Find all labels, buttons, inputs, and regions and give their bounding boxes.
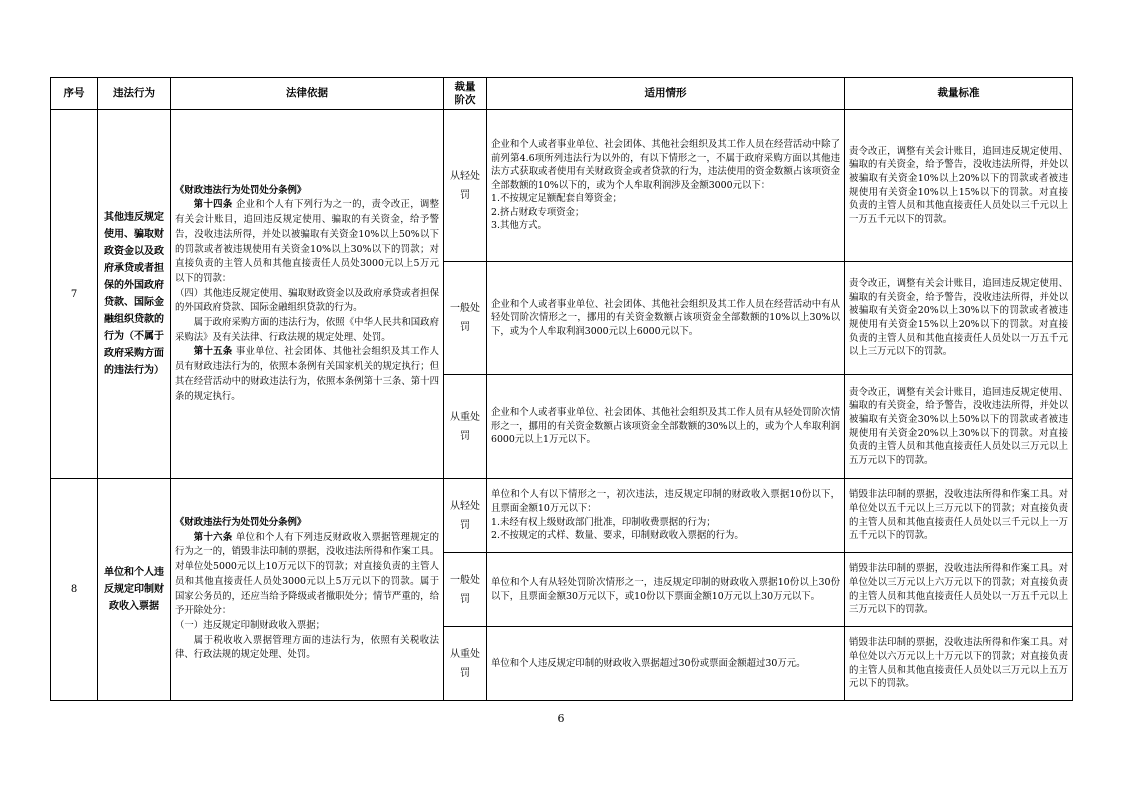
law-paragraph: 企业和个人有下列行为之一的，责令改正，调整有关会计账目，追回违反规定使用、骗取的有关资金，给予警告，没收违法所得，并处以被骗取有关资金10%以上50%以下的罚款或者被违规使用有关资金10%以上30%以下的罚款；对直接负责的主管人员和其他直接责任人员处3000元以上5万元以下的罚款：: [175, 199, 439, 284]
row-number: 7: [51, 110, 98, 479]
level-normal: 一般处罚: [444, 262, 487, 375]
row-number: 8: [51, 479, 98, 701]
legal-basis: [171, 479, 444, 701]
situation-item: 1.不按规定足额配套自筹资金；: [491, 193, 622, 205]
header-no: 序号: [51, 78, 98, 110]
law-article: 第十五条: [193, 346, 233, 358]
situation-heavy: 单位和个人违反规定印制的财政收入票据超过30份或票面金额超过30万元。: [487, 627, 845, 701]
law-title: 《财政违法行为处罚处分条例》: [175, 516, 307, 528]
law-title: 《财政违法行为处罚处分条例》: [175, 184, 307, 196]
law-paragraph: （一）违反规定印制财政收入票据；: [175, 619, 326, 631]
law-paragraph: （四）其他违反规定使用、骗取财政资金以及政府承贷或者担保的外国政府贷款、国际金融组织贷款的行为。: [175, 287, 439, 314]
law-paragraph: 属于政府采购方面的违法行为，依照《中华人民共和国政府采购法》及有关法律、行政法规的规定处理、处罚。: [175, 317, 439, 343]
violation-act: 其他违反规定使用、骗取财政资金以及政府承贷或者担保的外国政府贷款、国际金融组织贷款的行为（不属于政府采购方面的违法行为）: [98, 110, 171, 479]
standard-light: 销毁非法印制的票据，没收违法所得和作案工具。对单位处以五千元以上三万元以下的罚款；对直接负责的主管人员和其他直接责任人员处以三千元以上一万五千元以下的罚款。: [845, 479, 1073, 553]
header-situation: 适用情形: [487, 78, 845, 110]
law-paragraph: 单位和个人有下列违反财政收入票据管理规定的行为之一的，销毁非法印制的票据，没收违法所得和作案工具。对单位处5000元以上10万元以下的罚款；对直接负责的主管人员和其他直接责任人员处3000元以上5万元以下的罚款。属于国家公务员的，还应当给予降级或者撤职处分；情节严重的，给予开除处分：: [175, 531, 439, 617]
standard-heavy: 责令改正，调整有关会计账目，追回违反规定使用、骗取的有关资金，给予警告，没收违法所得，并处以被骗取有关资金30%以上50%以下的罚款或者被违规使用有关资金20%以上30%以下的罚款。对直接负责的主管人员和其他直接责任人员处以三万元以上五万元以下的罚款。: [845, 375, 1073, 479]
situation-text: 企业和个人或者事业单位、社会团体、其他社会组织及其工作人员在经营活动中除了前列第4.6项所列违法行为以外的，有以下情形之一，不属于政府采购方面以其他违法方式获取或者使用有关财政资金或者贷款的行为，违法使用的资金数额占该项资金全部数额的10%以下的，或为个人牟取利润涉及金额3000元以下：: [491, 138, 840, 191]
law-paragraph: 属于税收收入票据管理方面的违法行为，依照有关税收法律、行政法规的规定处理、处罚。: [175, 634, 439, 661]
level-light: 从轻处罚: [444, 479, 487, 553]
header-level: 裁量阶次: [444, 78, 487, 110]
law-article: 第十四条: [193, 199, 233, 211]
level-light: 从轻处罚: [444, 110, 487, 262]
table-row: [51, 479, 1073, 553]
table-header-row: [51, 78, 1073, 110]
situation-light: [487, 479, 845, 553]
situation-light: [487, 110, 845, 262]
page-number: 6: [557, 712, 565, 725]
situation-item: 2.挤占财政专项资金；: [491, 206, 585, 218]
table-row: [51, 110, 1073, 262]
situation-normal: 企业和个人或者事业单位、社会团体、其他社会组织及其工作人员在经营活动中有从轻处罚阶次情形之一，挪用的有关资金数额占该项资金全部数额的10%以上30%以下，或为个人牟取利润3000元以上6000元以下。: [487, 262, 845, 375]
level-heavy: 从重处罚: [444, 627, 487, 701]
header-law: 法律依据: [171, 78, 444, 110]
violation-act: 单位和个人违反规定印制财政收入票据: [98, 479, 171, 701]
situation-heavy: 企业和个人或者事业单位、社会团体、其他社会组织及其工作人员有从轻处罚阶次情形之一，挪用的有关资金数额占该项资金全部数额的30%以上的，或为个人牟取利润6000元以上1万元以下。: [487, 375, 845, 479]
law-paragraph: 事业单位、社会团体、其他社会组织及其工作人员有财政违法行为的，依照本条例有关国家机关的规定执行；但其在经营活动中的财政违法行为，依照本条例第十三条、第十四条的规定执行。: [175, 346, 439, 402]
standard-light: 责令改正，调整有关会计账目，追回违反规定使用、骗取的有关资金，给予警告，没收违法所得，并处以被骗取有关资金10%以上20%以下的罚款或者被违规使用有关资金10%以上15%以下的罚款。对直接负责的主管人员和其他直接责任人员处以三千元以上一万五千元以下的罚款。: [845, 110, 1073, 262]
standard-normal: 责令改正，调整有关会计账目，追回违反规定使用、骗取的有关资金，给予警告，没收违法所得，并处以被骗取有关资金20%以上30%以下的罚款或者被违规使用有关资金15%以上20%以下的罚款。对直接负责的主管人员和其他直接责任人员处以一万五千元以上三万元以下的罚款。: [845, 262, 1073, 375]
law-article: 第十六条: [193, 531, 233, 543]
legal-basis: [171, 110, 444, 479]
standard-normal: 销毁非法印制的票据，没收违法所得和作案工具。对单位处以三万元以上六万元以下的罚款；对直接负责的主管人员和其他直接责任人员处以一万五千元以上三万元以下的罚款。: [845, 553, 1073, 627]
situation-item: 1.未经有权上级财政部门批准，印制收费票据的行为；: [491, 516, 716, 528]
header-standard: 裁量标准: [845, 78, 1073, 110]
situation-item: 2.不按规定的式样、数量、要求，印制财政收入票据的行为。: [491, 530, 744, 542]
situation-normal: 单位和个人有从轻处罚阶次情形之一，违反规定印制的财政收入票据10份以上30份以下，且票面金额30万元以下，或10份以下票面金额10万元以上30万元以下。: [487, 553, 845, 627]
level-heavy: 从重处罚: [444, 375, 487, 479]
standard-heavy: 销毁非法印制的票据，没收违法所得和作案工具。对单位处以六万元以上十万元以下的罚款；对直接负责的主管人员和其他直接责任人员处以三万元以上五万元以下的罚款。: [845, 627, 1073, 701]
situation-text: 单位和个人有以下情形之一，初次违法，违反规定印制的财政收入票据10份以下，且票面金额10万元以下：: [491, 489, 840, 514]
header-act: 违法行为: [98, 78, 171, 110]
level-normal: 一般处罚: [444, 553, 487, 627]
penalty-discretion-table: [50, 77, 1073, 701]
situation-item: 3.其他方式。: [491, 220, 547, 232]
